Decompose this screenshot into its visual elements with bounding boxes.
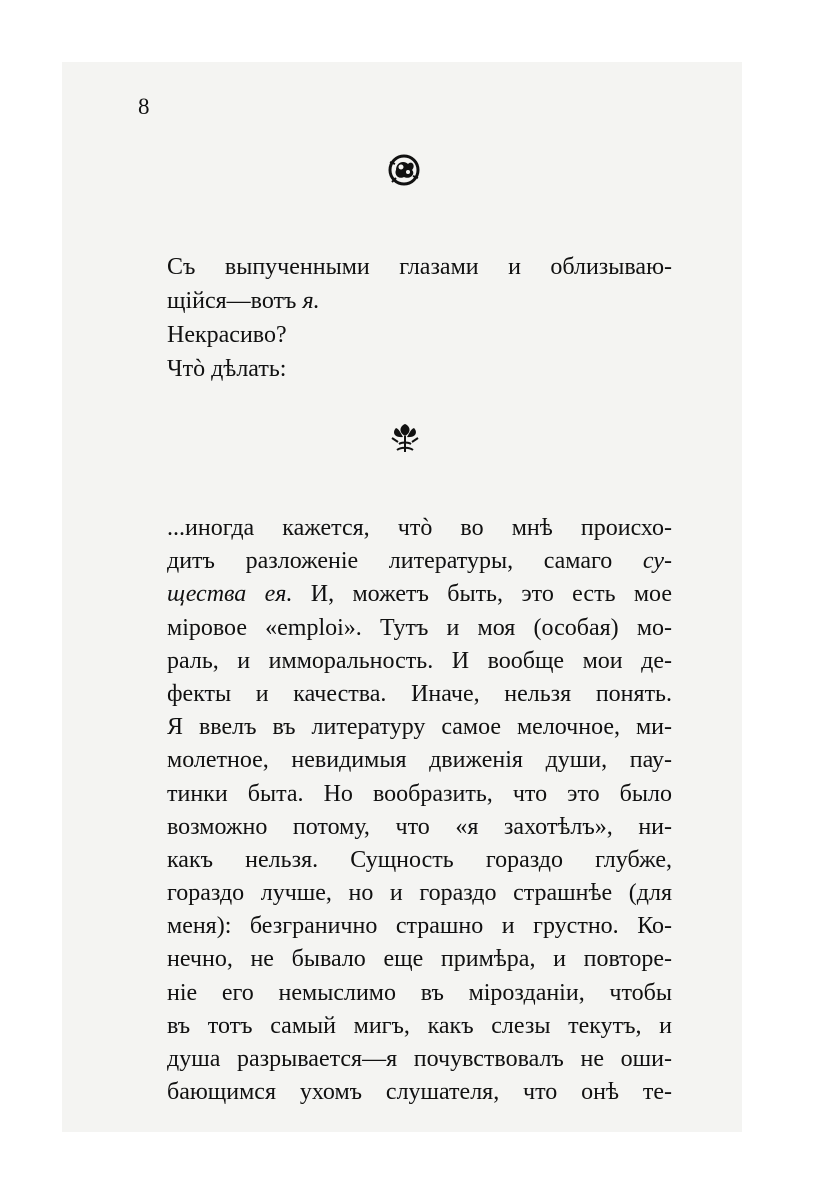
text-line: Съ выпученными глазами и облизываю- bbox=[167, 254, 672, 280]
text-line: раль, и имморальность. И вообще мои де- bbox=[167, 647, 672, 674]
emphasis-text: су- bbox=[642, 548, 672, 575]
text-line: Я ввелъ въ литературу самое мелочное, ми- bbox=[167, 714, 672, 741]
emphasis-text: щества ея. bbox=[167, 581, 293, 608]
text-line: Чтò дѣлать: bbox=[167, 356, 287, 382]
text-line: тинки быта. Но вообразить, что это было bbox=[167, 780, 672, 807]
text-line: ніе его немыслимо въ мірозданіи, чтобы bbox=[167, 979, 672, 1006]
text-line bbox=[167, 284, 672, 318]
text-line: въ тотъ самый мигъ, какъ слезы текутъ, и bbox=[167, 1012, 672, 1039]
text-line: какъ нельзя. Сущность гораздо глубже, bbox=[167, 846, 672, 873]
text-line: душа разрывается—я почувствовалъ не оши- bbox=[167, 1046, 672, 1072]
opening-paragraph bbox=[167, 250, 672, 386]
text-line: нечно, не бывало еще примѣра, и повторе- bbox=[167, 946, 672, 973]
text-line: молетное, невидимыя движенія души, пау- bbox=[167, 747, 672, 774]
text-line bbox=[167, 545, 672, 578]
text-line: міровое «emploi». Тутъ и моя (особая) мо- bbox=[167, 614, 672, 641]
floral-vignette-icon bbox=[386, 152, 422, 188]
text-line: возможно потому, что «я захотѣлъ», ни- bbox=[167, 813, 672, 840]
text-line: меня): безгранично страшно и грустно. Ко- bbox=[167, 913, 672, 940]
text-line: Некрасиво? bbox=[167, 322, 287, 348]
text-segment: дитъ разложеніе литературы, самаго bbox=[167, 548, 643, 575]
page-number: 8 bbox=[138, 94, 150, 119]
text-line: бающимся ухомъ слушателя, что онѣ те- bbox=[167, 1079, 672, 1106]
text-line: ...иногда кажется, чтò во мнѣ происхо- bbox=[167, 515, 672, 541]
fleuron-icon bbox=[388, 420, 422, 456]
text-line: фекты и качества. Иначе, нельзя понять. bbox=[167, 680, 672, 707]
emphasis-text: я. bbox=[302, 288, 320, 314]
text-segment: И, можетъ быть, это есть мое bbox=[292, 581, 672, 608]
main-paragraph bbox=[167, 512, 672, 1109]
text-line: гораздо лучше, но и гораздо страшнѣе (для bbox=[167, 880, 672, 907]
text-line bbox=[167, 578, 672, 611]
text-segment: щійся—вотъ bbox=[167, 288, 303, 314]
